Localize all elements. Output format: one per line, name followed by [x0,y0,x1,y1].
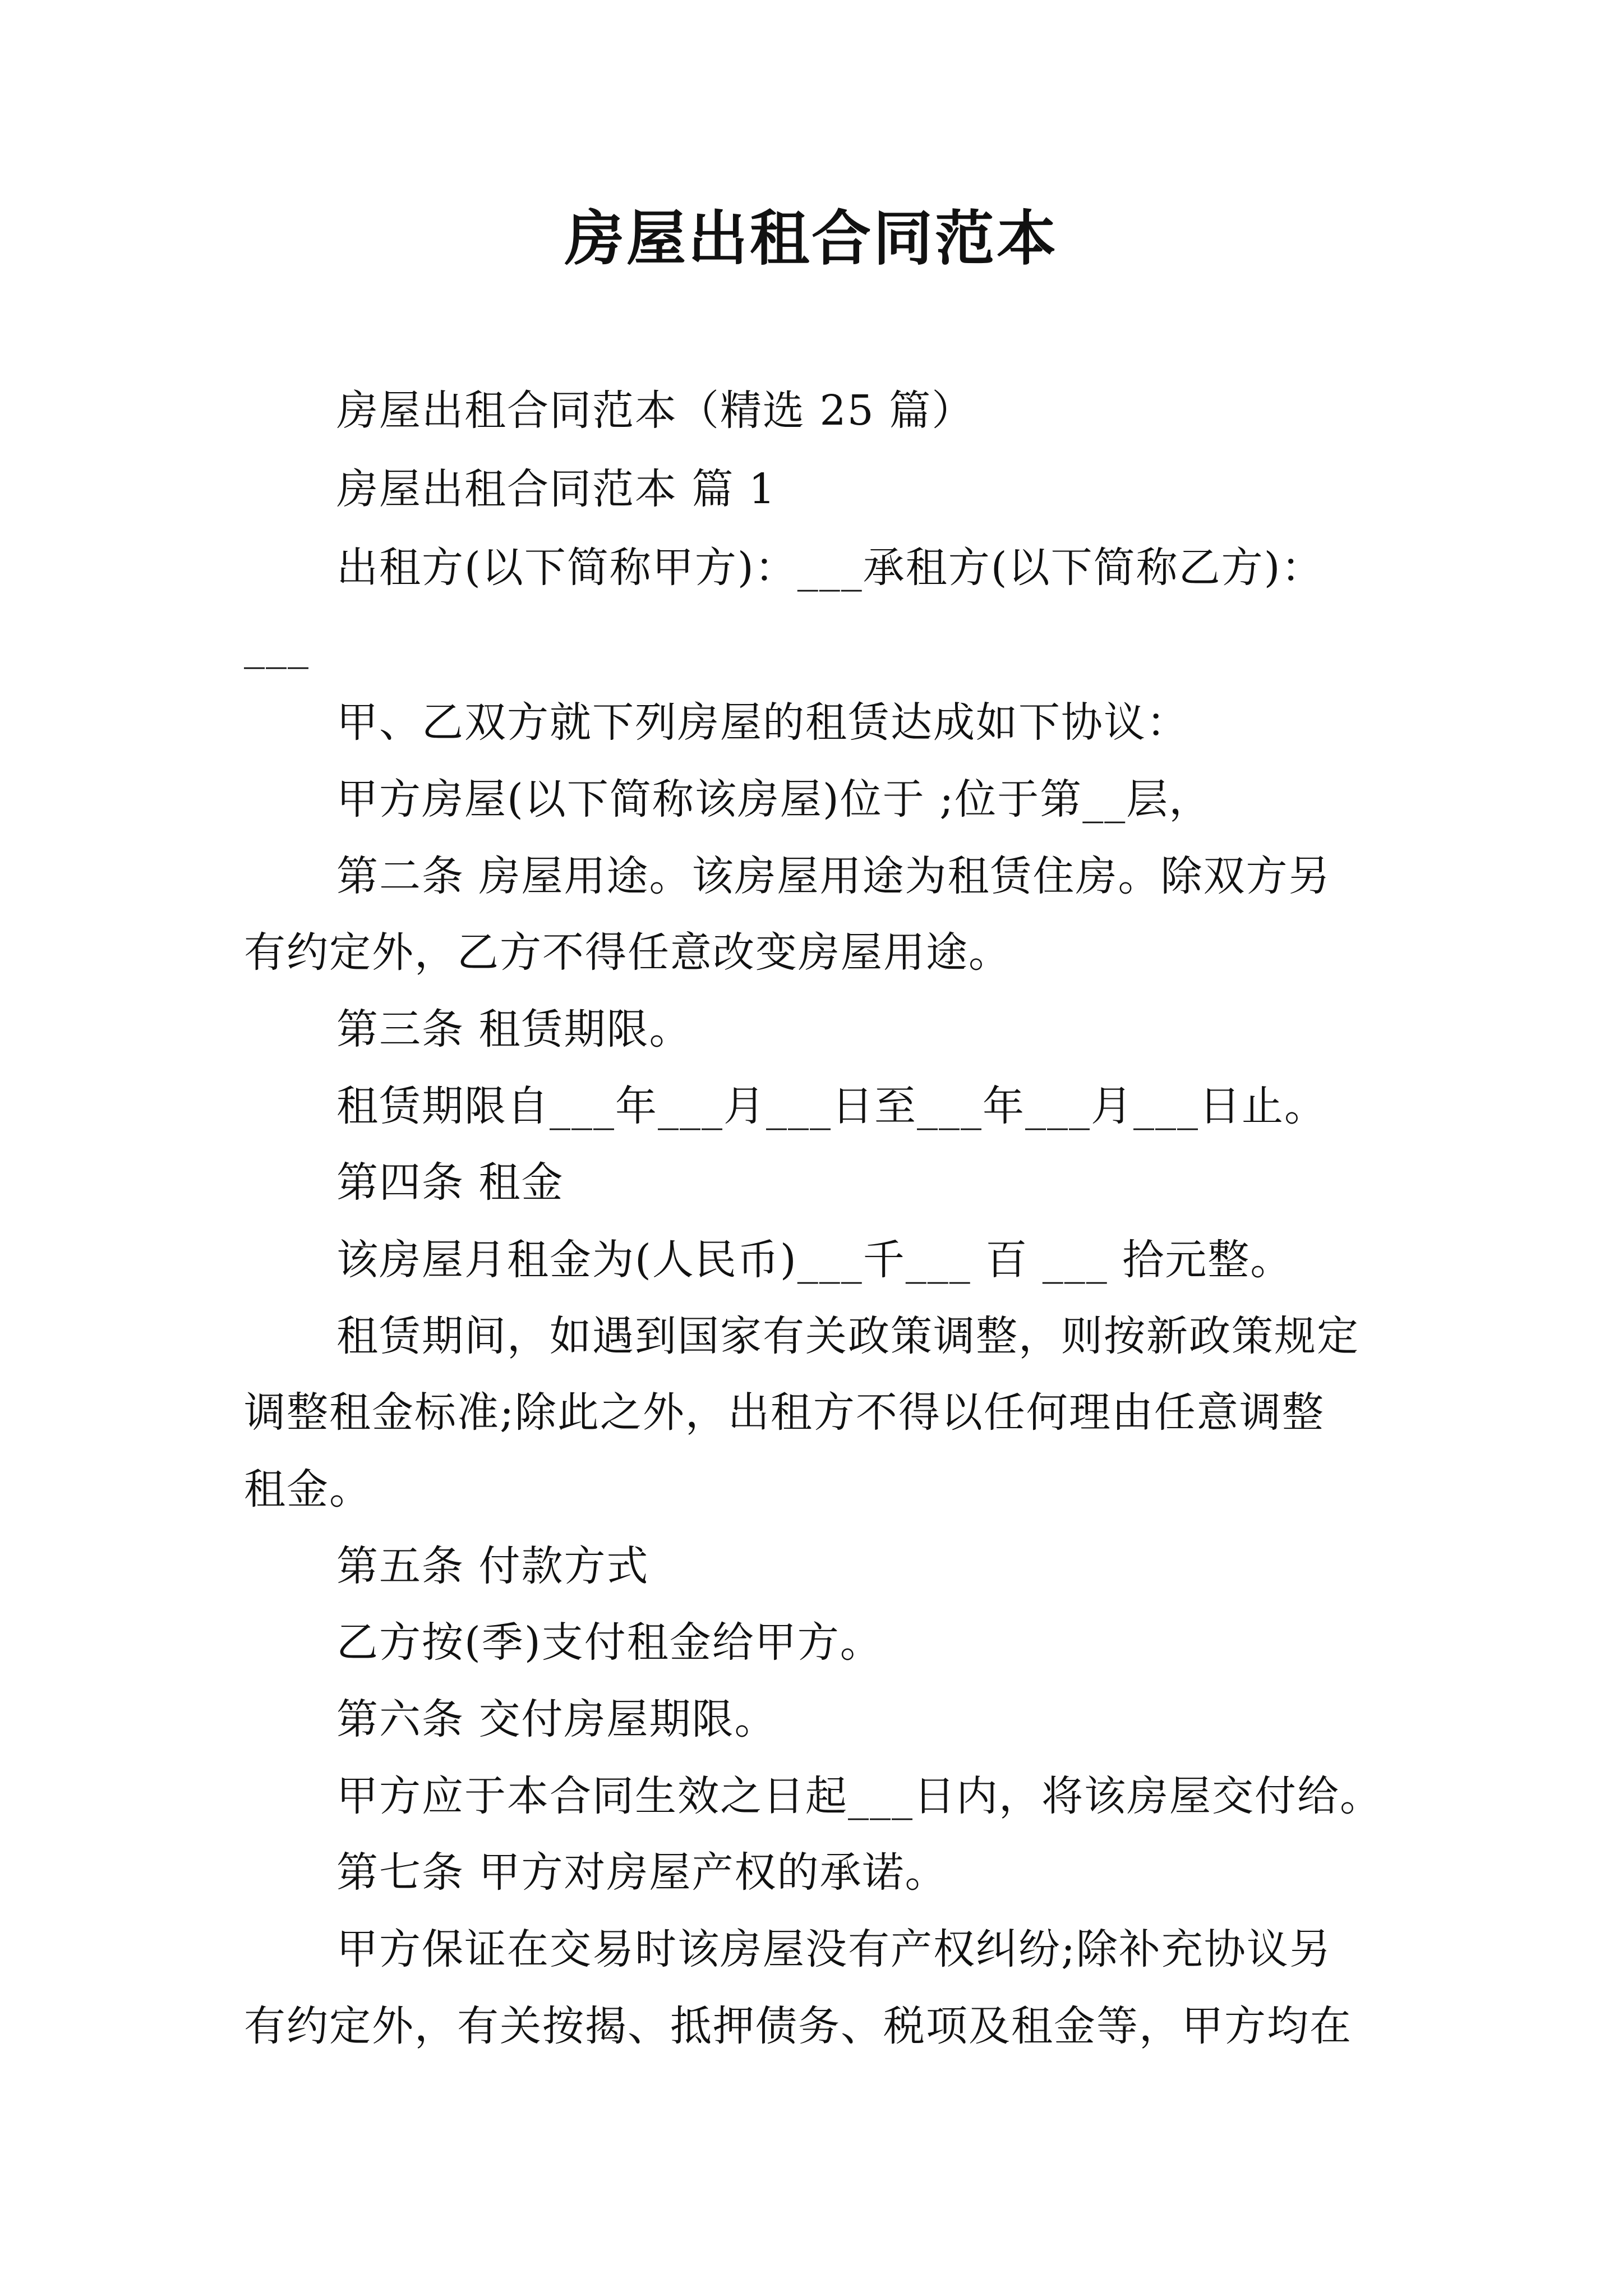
section-heading: 房屋出租合同范本 篇 1 [336,465,777,513]
paragraph-line: 租金。 [244,1465,372,1513]
paragraph-line: 该房屋月租金为(人民币)___千___ 百 ___ 拾元整。 [336,1236,1293,1284]
paragraph-line: 出租方(以下简称甲方)：___承租方(以下简称乙方)： [336,544,1324,592]
paragraph-line: 有约定外，乙方不得任意改变房屋用途。 [244,928,1011,977]
paragraph-line: 调整租金标准;除此之外，出租方不得以任何理由任意调整 [244,1388,1325,1437]
paragraph-line: 甲、乙双方就下列房屋的租赁达成如下协议： [336,698,1189,747]
article-heading: 第六条 交付房屋期限。 [336,1695,777,1743]
paragraph-line: 租赁期限自___年___月___日至___年___月___日止。 [336,1082,1327,1130]
paragraph-line: 甲方应于本合同生效之日起___日内，将该房屋交付给。 [336,1772,1382,1820]
paragraph-line: 乙方按(季)支付租金给甲方。 [336,1618,883,1667]
paragraph-line: 第二条 房屋用途。该房屋用途为租赁住房。除双方另 [336,852,1331,900]
paragraph-line: 租赁期间，如遇到国家有关政策调整，则按新政策规定 [336,1312,1359,1360]
paragraph-line: 甲方保证在交易时该房屋没有产权纠纷;除补充协议另 [336,1925,1332,1973]
article-heading: 第五条 付款方式 [336,1542,649,1590]
article-heading: 第七条 甲方对房屋产权的承诺。 [336,1848,948,1897]
paragraph-line: ___ [244,621,310,669]
paragraph-line: 甲方房屋(以下简称该房屋)位于 ;位于第__层， [336,775,1212,823]
subtitle-line: 房屋出租合同范本（精选 25 篇） [336,386,975,435]
article-heading: 第四条 租金 [336,1158,564,1207]
document-title: 房屋出租合同范本 [565,203,1058,273]
article-heading: 第三条 租赁期限。 [336,1005,692,1053]
paragraph-line: 有约定外，有关按揭、抵押债务、税项及租金等，甲方均在 [244,2002,1352,2050]
